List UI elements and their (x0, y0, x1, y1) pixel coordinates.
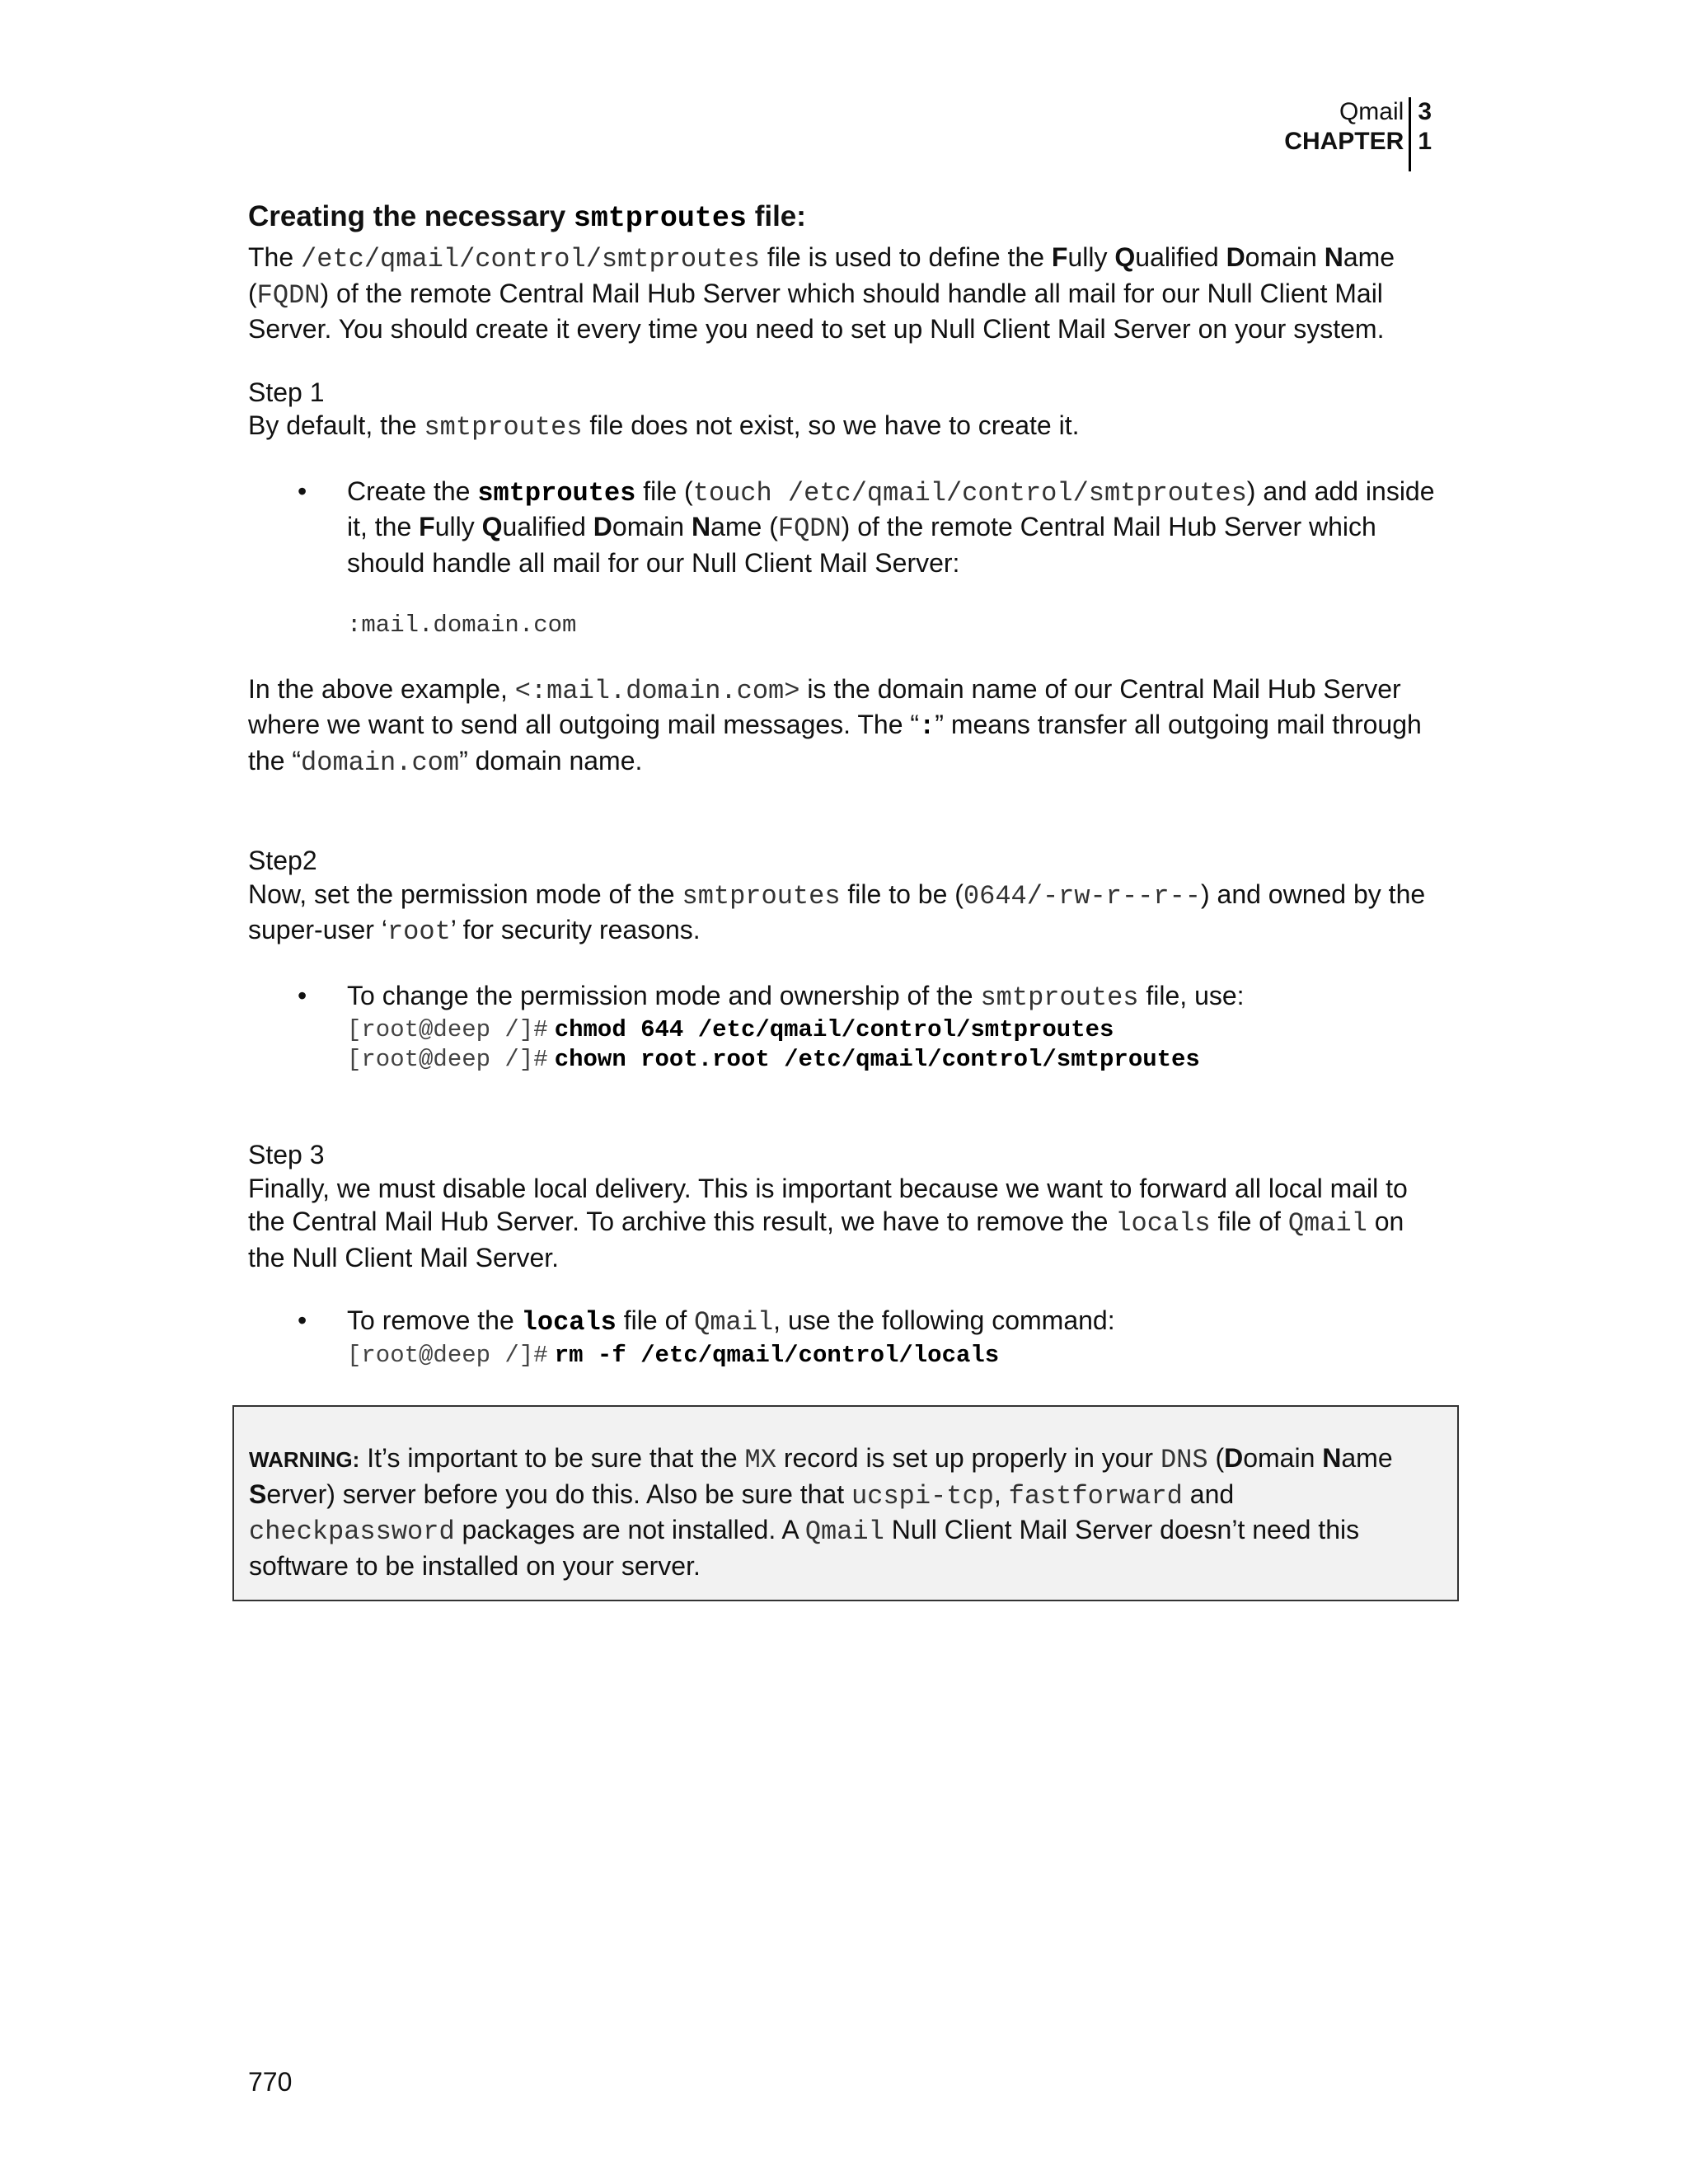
warning-label: WARNING: (249, 1447, 360, 1472)
intro-paragraph: The /etc/qmail/control/smtproutes file is used to define the Fully Qualified Domain Name (FQDN) of the remote Central Mail Hub Server which should handle all mail for our Null Client Mail Server. You should create it every time you need to set up Null Client Mail Server on your system. (248, 242, 1395, 344)
page-number: 770 (248, 2067, 293, 2097)
header-chapter-number-top: 3 (1410, 97, 1432, 127)
header-title: Qmail (1339, 98, 1404, 125)
step1-label: Step 1 (248, 377, 325, 407)
step2-label: Step2 (248, 846, 317, 875)
page-content (248, 198, 1443, 1370)
running-header (1284, 97, 1432, 171)
step1-explanation: In the above example, <:mail.domain.com> is the domain name of our Central Mail Hub Server where we want to send all outgoing mail messages. The “:” means transfer all outgoing mail through the “domain.com” domain name. (248, 673, 1422, 778)
warning-box (232, 1405, 1459, 1601)
step3-command-rm: [root@deep /]# rm -f /etc/qmail/control/locals (347, 1341, 1000, 1369)
step1-code-example: :mail.domain.com (347, 612, 577, 639)
step1-paragraph: By default, the smtproutes file does not exist, so we have to create it. (248, 410, 1080, 443)
header-chapter-number-bottom: 1 (1410, 127, 1432, 157)
step3-bullet: • To remove the locals file of Qmail, use the following command: (298, 1305, 1115, 1338)
step2-bullet: • To change the permission mode and ownership of the smtproutes file, use: (298, 980, 1245, 1013)
step1-bullet: • Create the smtproutes file (touch /etc/qmail/control/smtproutes) and add inside it, the Fully Qualified Domain Name (FQDN) of the remote Central Mail Hub Server which should handle all mail for our Null Client Mail Server: (298, 476, 1435, 578)
step2-command-chown: [root@deep /]# chown root.root /etc/qmail/control/smtproutes (347, 1046, 1200, 1073)
warning-text: WARNING: It’s important to be sure that the MX record is set up properly in your DNS (Domain Name Server) server before you do this. Also be sure that ucspi-tcp, fastforward and checkpassword packages are not installed. A Qmail Null Client Mail Server doesn’t need this software to be installed on your server. (249, 1443, 1393, 1581)
step3-paragraph: Finally, we must disable local delivery. This is important because we want to forward all local mail to the Central Mail Hub Server. To archive this result, we have to remove the locals file of Qmail on the Null Client Mail Server. (248, 1173, 1408, 1272)
header-chapter-label: CHAPTER (1284, 128, 1404, 155)
step2-paragraph: Now, set the permission mode of the smtproutes file to be (0644/-rw-r--r--) and owned by the super-user ‘root’ for security reasons. (248, 879, 1426, 947)
bullet-icon: • (298, 1305, 307, 1335)
step2-command-chmod: [root@deep /]# chmod 644 /etc/qmail/control/smtproutes (347, 1016, 1114, 1043)
header-divider (1410, 157, 1432, 171)
section-heading: Creating the necessary smtproutes file: (248, 200, 806, 235)
step3-label: Step 3 (248, 1140, 325, 1169)
bullet-icon: • (298, 476, 307, 506)
bullet-icon: • (298, 980, 307, 1010)
